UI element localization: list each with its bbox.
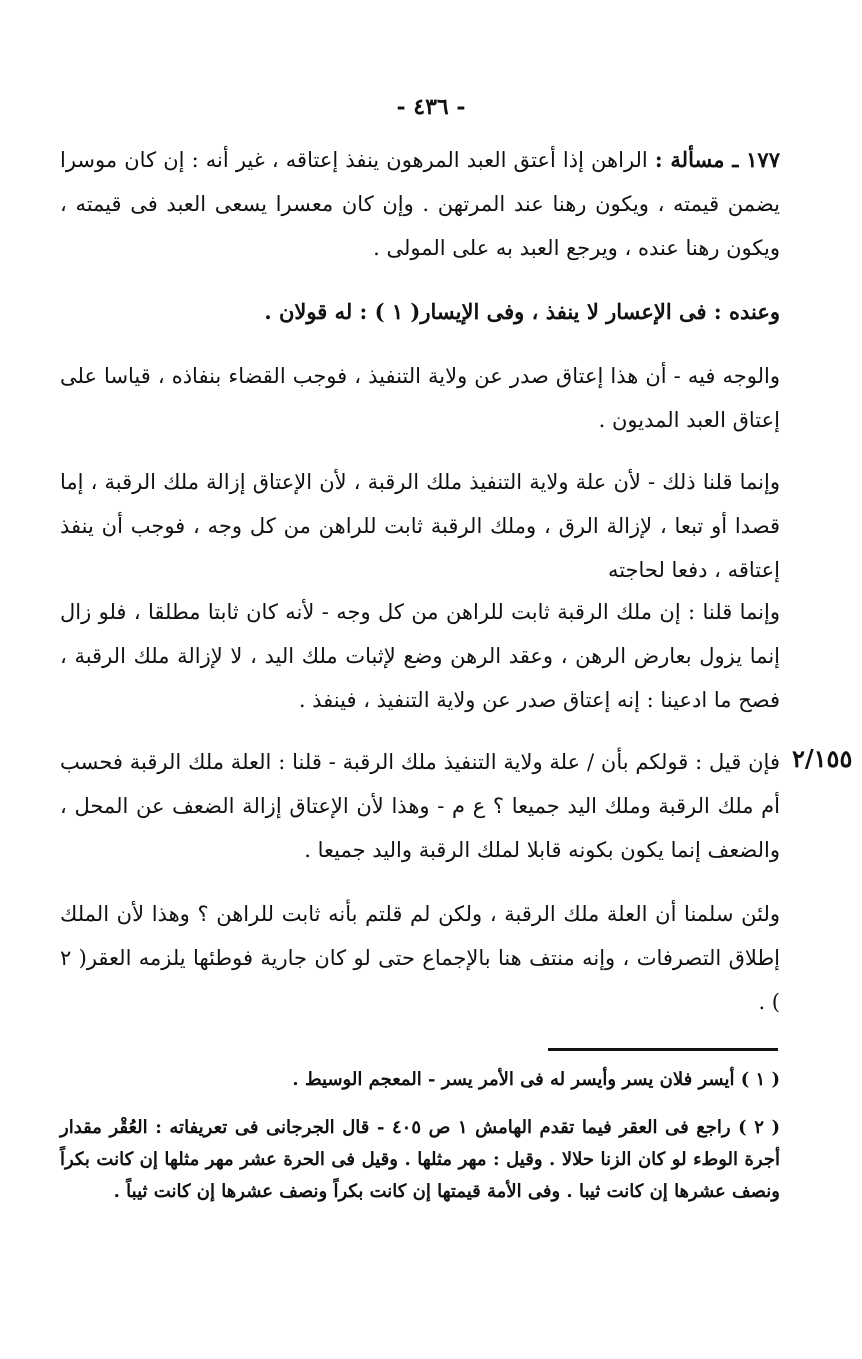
footnote-2: ( ٢ ) راجع فى العقر فيما تقدم الهامش ١ ص ٤٠٥ - قال الجرجانى فى تعريفاته : العُقْر مقدار أجرة الوطء لو كان الزنا حلالا . وقيل : مهر مثلها . وقيل فى الحرة عشر مهر مثلها إن كانت بكراً ونصف عشرها إن كانت ثيبا . وفى الأمة قيمتها إن كانت بكراً ونصف عشرها إن كانت ثيباً . <box>60 1117 781 1202</box>
margin-folio-reference: ٢/١٥٥ <box>792 744 853 773</box>
footnote-1: ( ١ ) أيسر فلان يسر وأيسر له فى الأمر يسر - المعجم الوسيط . <box>292 1069 780 1090</box>
issue-text: الراهن إذا أعتق العبد المرهون ينفذ إعتاقه ، غير أنه : إن كان موسرا يضمن قيمته ، ويكون رهنا عند المرتهن . وإن كان معسرا يسعى العبد فى قيمته ، ويكون رهنا عنده ، ويرجع العبد به على المولى . <box>60 148 780 260</box>
footnote-divider <box>548 1048 778 1051</box>
paragraph-opposing-view: وعنده : فى الإعسار لا ينفذ ، وفى الإيسار( ١ ) : له قولان . <box>264 299 780 324</box>
paragraph-reasoning: والوجه فيه - أن هذا إعتاق صدر عن ولاية التنفيذ ، فوجب القضاء بنفاذه ، قياسا على إعتاق العبد المديون . <box>60 364 780 432</box>
paragraph-objection: فإن قيل : قولكم بأن / علة ولاية التنفيذ ملك الرقبة - قلنا : العلة ملك الرقبة فحسب أم ملك الرقبة وملك اليد جميعا ؟ ع م - وهذا لأن الإعتاق إزالة الضعف عن المحل ، والضعف إنما يكون بكونه قابلا لملك الرقبة واليد جميعا . <box>60 750 780 862</box>
paragraph-ownership: وإنما قلنا : إن ملك الرقبة ثابت للراهن من كل وجه - لأنه كان ثابتا مطلقا ، فلو زال إنما يزول بعارض الرهن ، وعقد الرهن وضع لإثبات ملك اليد ، لا لإزالة ملك الرقبة ، فصح ما ادعينا : إنه إعتاق صدر عن ولاية التنفيذ ، فينفذ . <box>60 600 780 712</box>
page-number: - ٤٣٦ - <box>396 94 466 120</box>
issue-heading: ١٧٧ ـ مسألة : <box>654 147 780 172</box>
paragraph-concession: ولئن سلمنا أن العلة ملك الرقبة ، ولكن لم قلتم بأنه ثابت للراهن ؟ وهذا لأن الملك إطلاق التصرفات ، وإنه منتف هنا بالإجماع حتى لو كان جارية فوطئها يلزمه العقر( ٢ ) . <box>60 902 780 1014</box>
paragraph-issue-177 <box>60 138 780 270</box>
paragraph-explanation: وإنما قلنا ذلك - لأن علة ولاية التنفيذ ملك الرقبة ، لأن الإعتاق إزالة ملك الرقبة ، إما قصدا أو تبعا ، لإزالة الرق ، وملك الرقبة ثابت للراهن من كل وجه ، فوجب أن ينفذ إعتاقه ، دفعا لحاجته <box>60 470 780 582</box>
